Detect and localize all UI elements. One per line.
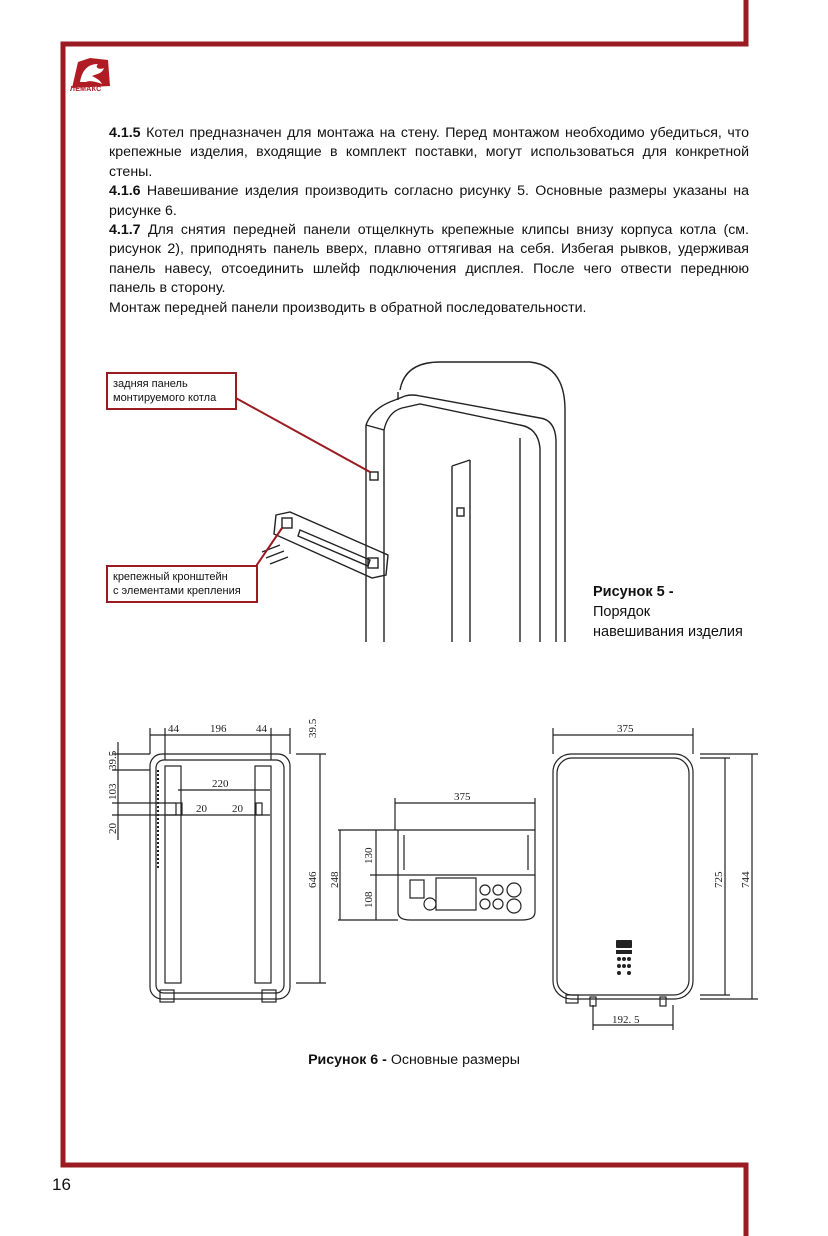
caption-text: Основные размеры bbox=[386, 1052, 520, 1068]
dim-20-vertical: 20 bbox=[107, 823, 119, 834]
dim-103: 103 bbox=[107, 783, 119, 800]
control-panel-icon bbox=[616, 940, 632, 975]
caption-text: навешивания изделия bbox=[593, 624, 743, 640]
dim-196: 196 bbox=[210, 723, 227, 735]
callout-text: крепежный кронштейн bbox=[113, 571, 228, 583]
dim-20-left: 20 bbox=[196, 803, 207, 815]
callout-text: монтируемого котла bbox=[113, 392, 217, 404]
caption-label: Рисунок 5 - bbox=[593, 584, 674, 600]
callout-text: с элементами крепления bbox=[113, 585, 241, 597]
bottom-view-outline bbox=[398, 830, 535, 875]
figure-6-caption bbox=[0, 1052, 828, 1068]
dim-130: 130 bbox=[363, 847, 375, 864]
front-view-outline bbox=[553, 754, 693, 999]
dim-646: 646 bbox=[307, 871, 319, 888]
paragraph-text: Монтаж передней панели производить в обратной последовательности. bbox=[109, 299, 587, 316]
dim-44-left: 44 bbox=[168, 723, 179, 735]
dim-248: 248 bbox=[329, 871, 341, 888]
rear-view-outline bbox=[150, 754, 290, 999]
paragraph-number: 4.1.5 bbox=[109, 125, 141, 141]
caption-label: Рисунок 6 - bbox=[308, 1052, 387, 1068]
dim-725: 725 bbox=[713, 871, 725, 888]
dim-192-5: 192. 5 bbox=[612, 1014, 640, 1026]
dim-108: 108 bbox=[363, 891, 375, 908]
dim-744: 744 bbox=[740, 871, 752, 888]
paragraph-text: Котел предназначен для монтажа на стену. Перед монтажом необходимо убедиться, что крепежные изделия, входящие в комплект поставки, могут использоваться для конкретной стены. bbox=[109, 125, 749, 180]
dim-220: 220 bbox=[212, 778, 229, 790]
dim-44-right: 44 bbox=[256, 723, 267, 735]
dim-375-front: 375 bbox=[617, 723, 634, 735]
brand-name: ЛЕМАКС bbox=[70, 86, 102, 93]
page-number: 16 bbox=[52, 1175, 71, 1194]
paragraph-text: Для снятия передней панели отщелкнуть крепежные клипсы внизу корпуса котла (см. рисунок 2), приподнять панель вверх, плавно оттягивая на себя. Избегая рывков, удерживая панель навесу, отсоединить шлейф подключения дисплея. После чего отвести переднюю панель в сторону. bbox=[109, 222, 749, 297]
dim-20-right: 20 bbox=[232, 803, 243, 815]
callout-text: задняя панель bbox=[113, 378, 188, 390]
paragraph-text: Навешивание изделия производить согласно рисунку 5. Основные размеры указаны на рисунке 6. bbox=[109, 183, 749, 219]
caption-text: Порядок bbox=[593, 604, 651, 620]
dim-375-bottom: 375 bbox=[454, 791, 471, 803]
paragraph-number: 4.1.7 bbox=[109, 222, 141, 239]
dim-39-5-top: 39.5 bbox=[307, 718, 319, 738]
dim-39-5-left: 39.5 bbox=[107, 750, 119, 770]
paragraph-number: 4.1.6 bbox=[109, 183, 141, 200]
